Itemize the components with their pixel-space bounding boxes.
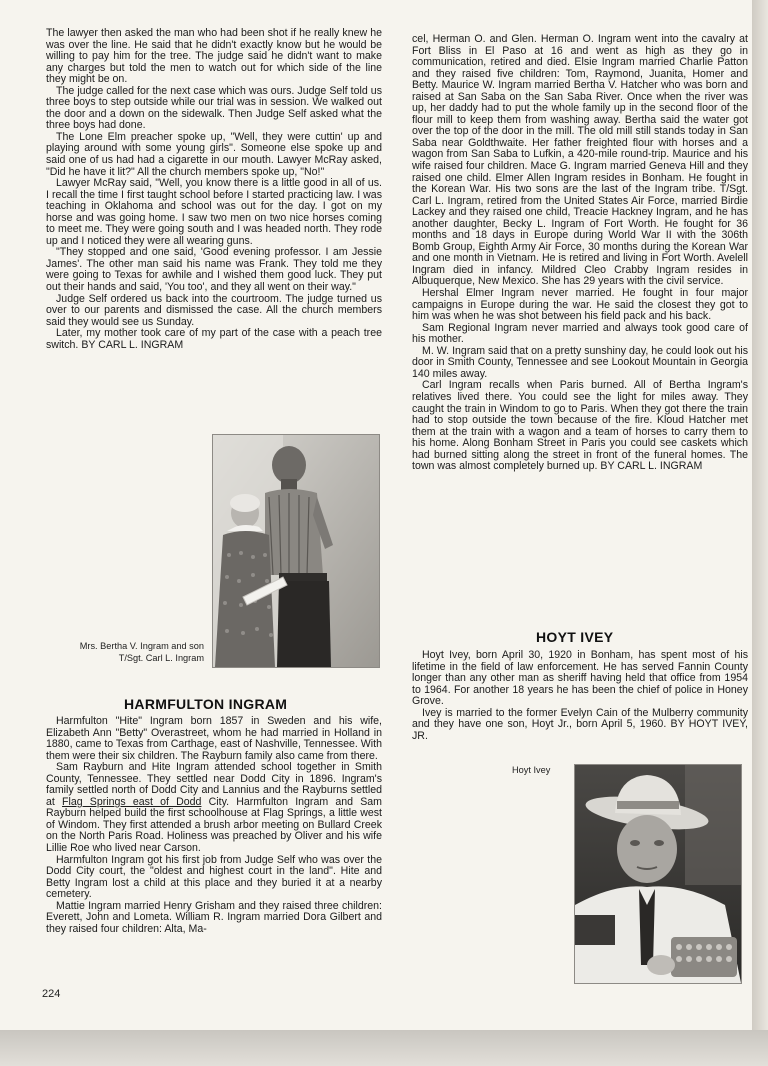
paragraph: The lawyer then asked the man who had been shot if he really knew he was over the line. He said that he didn't exactly know but he would be willing to pay him for the tree. The judge said he didn't want to make any charges but told the men to watch out for which side of the line they might be on. (46, 27, 382, 86)
paragraph: Judge Self ordered us back into the courtroom. The judge turned us over to our parents and dismissed the case. All the church members said they would see us Sunday. (46, 292, 382, 328)
photo-illustration (213, 435, 379, 667)
paragraph: "They stopped and one said, 'Good evening professor. I am Jessie James'. The other man said his name was Frank. They told me they were going to Texas for awhile and I wished them good luck. They put out their hands and said, 'You too', and they all went on their way." (46, 246, 382, 294)
hoyt-ivey-story (412, 650, 748, 742)
paragraph (46, 762, 382, 854)
paragraph: Carl Ingram recalls when Paris burned. All of Bertha Ingram's relatives lived there. You could see the light for miles away. They caught the train in Windom to go to Paris. When they got there the train had to stop outside the town because of the fire. Kloud Hatcher met them at the train with a wagon and a team of horses to carry them to his home. Along Bonham Street in Paris you could see caskets which had burned sitting along the street in front of the funeral homes. The town was almost completely burned up. BY CARL L. INGRAM (412, 379, 748, 473)
paragraph: Later, my mother took care of my part of the case with a peach tree switch. BY CARL L. INGRAM (46, 327, 382, 351)
text-run: Sam Rayburn and Hite Ingram attended school together in Smith County, Tennessee. They settled near Dodd City in 1896. Ingram's family settled north of Dodd City and Lannius and the Rayburns settled at (46, 761, 382, 808)
photo-caption-hoyt-ivey: Hoyt Ivey (512, 765, 551, 775)
paragraph: Harmfulton "Hite" Ingram born 1857 in Sweden and his wife, Elizabeth Ann "Betty" Overastreet, whom he had married in Holland in 1880, came to Texas from Carthage, east of Nashville, Tennessee. With them were their six children. The Rayburn family also came from there. (46, 715, 382, 762)
photo-bertha-and-carl-ingram (212, 434, 380, 668)
section-heading-hoyt-ivey: HOYT IVEY (536, 629, 614, 645)
paragraph: Sam Regional Ingram never married and always took good care of his mother. (412, 321, 748, 346)
page-edge-shadow (752, 0, 768, 1066)
paragraph: Harmfulton Ingram got his first job from Judge Self who was over the Dodd City court, the "oldest and highest court in the land". Hite and Betty Ingram lost a child at this place and they buried it at a nearby cemetery. (46, 853, 382, 901)
caption-line: Mrs. Bertha V. Ingram and son (79, 641, 204, 651)
paragraph: Lawyer McRay said, "Well, you know there is a little good in all of us. I recall the time I first taught school before I started practicing law. I was teaching in Oklahoma and school was out for the day. I got on my horse and was going home. I saw two men on two nice horses coming to meet me. They were going south and I was headed north. They rode up and I noticed they were all wearing guns. (46, 177, 382, 247)
photo-caption-bertha-carl (44, 640, 204, 664)
photo-hoyt-ivey (574, 764, 742, 984)
caption-line: T/Sgt. Carl L. Ingram (118, 653, 204, 663)
paragraph: cel, Herman O. and Glen. Herman O. Ingram went into the cavalry at Fort Bliss in El Paso at 16 and went as high as they go in communication, retired and died. Elsie Ingram married Charlie Patton and they raised five children: Tom, Raymond, Juanita, Homer and Betty. Maurice W. Ingram married Bertha V. Hatcher who was born and raised at San Saba on the San Saba River. Once when the river was up, her daddy had to put the whole family up in the second floor of the flour mill to keep them from washing away. Bertha said the water got over the top of the door in the mill. The old mill still stands today in San Saba near Goldthwaite. Her father freighted flour with horses and a wagon from San Saba to Lufkin, a 420-mile round-trip. Maurice and his wife raised four children. Mace G. Ingram married Geneva Hill and they raised one child. Elmer Allen Ingram resides in Bonham. He fought in the Korean War. His two sons are the last of the Ingram tribe. T/Sgt. Carl L. Ingram, retired from the United States Air Force, married Birdie Lackey and they raised one child, Treacie Hackney Ingram, and he has another daughter, Becky L. Ingram of Fort Worth. He fought for 36 months and 18 days in Europe during World War II with the 306th Bomb Group, Eighth Army Air Force, 30 months during the Korean War and one month in Vietnam. He is retired and living in Fort Worth. Avelell Ingram died in infancy. Mildred Cleo Crabby Ingram resides in Albuquerque, New Mexico. She has 29 years with the civil service. (412, 33, 748, 288)
paragraph: The Lone Elm preacher spoke up, "Well, they were cuttin' up and playing around with some young girls". Someone else spoke up and said one of us had had a cigarette in our mouth. Lawyer McRay asked, "Did he have it lit?" All the church members spoke up, "No!" (46, 130, 382, 178)
paragraph: M. W. Ingram said that on a pretty sunshiny day, he could look out his door in Smith County, Tennessee and see Lookout Mountain in Georgia 140 miles away. (412, 344, 748, 380)
paragraph: The judge called for the next case which was ours. Judge Self told us three boys to step outside while our trial was in session. We walked out the door and a down on the sidewalk. Then Judge Self asked what the three boys had done. (46, 84, 382, 132)
paragraph: Hershal Elmer Ingram never married. He fought in four major campaigns in Europe during the war. He said the closest they got to him was when he was shot between his field pack and his back. (412, 287, 748, 323)
left-column-story (46, 28, 382, 351)
harmfulton-story (46, 716, 382, 935)
section-heading-harmfulton: HARMFULTON INGRAM (124, 696, 288, 712)
paragraph: Hoyt Ivey, born April 30, 1920 in Bonham, has spent most of his lifetime in the field of law enforcement. He has served Fannin County longer than any other man as sheriff having held that office from 1954 to 1964. For another 18 years he has been the chief of police in Honey Grove. (412, 649, 748, 708)
photo-illustration (575, 765, 741, 983)
underlined-text: Flag Springs east of Dodd (62, 795, 202, 808)
paragraph: Ivey is married to the former Evelyn Cain of the Mulberry community and they have one son, Hoyt Jr., born April 5, 1960. BY HOYT IVEY, JR. (412, 706, 748, 742)
paragraph: Mattie Ingram married Henry Grisham and they raised three children: Everett, John and Lometa. William R. Ingram married Dora Gilbert and they raised four children: Alta, Ma- (46, 899, 382, 935)
text-run: City. Harmfulton Ingram and Sam Rayburn helped build the first schoolhouse at Flag Springs, a little west of Windom. They first attended a brush arbor meeting on Bullard Creek on the North Paris Road. Holiness was preached by Oliver and his wife Lillie Roe who lived near Carson. (46, 795, 382, 855)
scan-bottom-strip (0, 1030, 768, 1066)
right-column-story (412, 34, 748, 473)
page-number: 224 (42, 988, 61, 1000)
